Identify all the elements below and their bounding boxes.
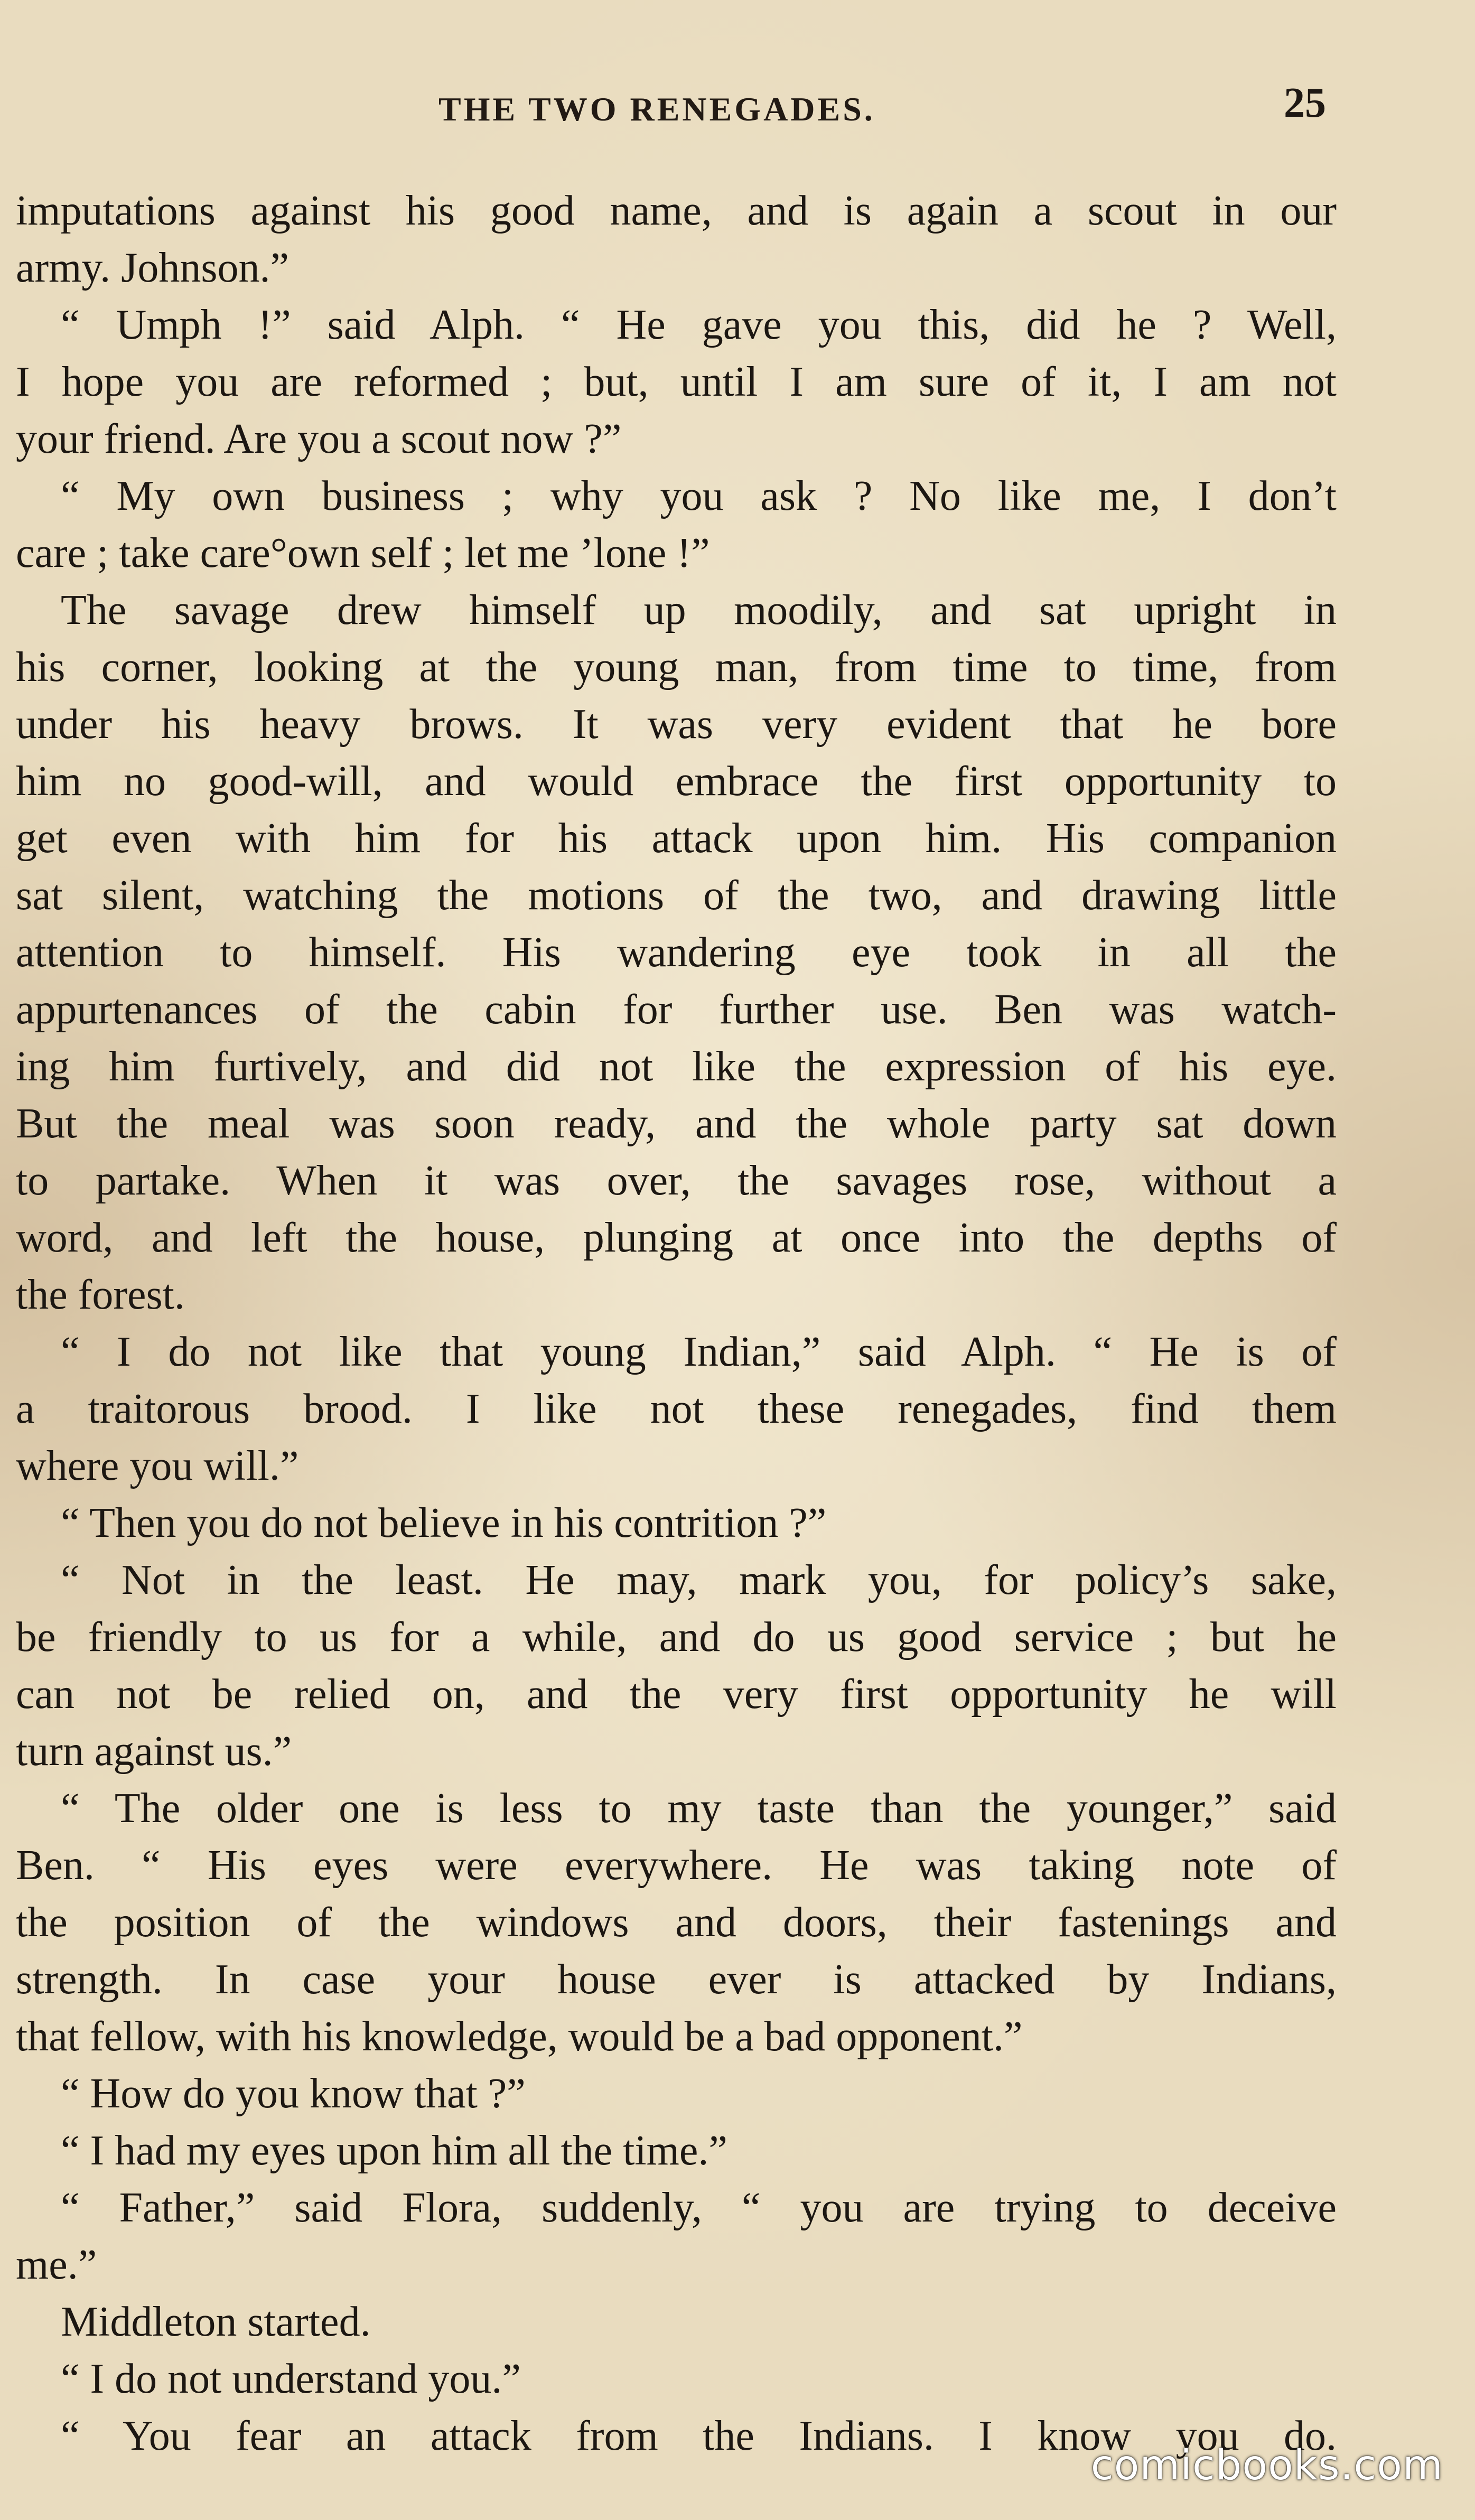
text-line: care ; take care°own self ; let me ’lone !” xyxy=(16,530,710,576)
text-line: army. Johnson.” xyxy=(16,245,289,291)
text-line: strength. In case your house ever is attacked by Indians, xyxy=(16,1956,1337,2003)
text-line: me.” xyxy=(16,2242,97,2288)
text-line: I hope you are reformed ; but, until I am sure of it, I am not xyxy=(16,359,1337,405)
page-number: 25 xyxy=(1284,80,1326,126)
text-line: “ My own business ; why you ask ? No like me, I don’t xyxy=(61,473,1337,519)
text-line: “ I had my eyes upon him all the time.” xyxy=(61,2127,727,2174)
text-line: “ You fear an attack from the Indians. I know you do. xyxy=(61,2413,1337,2459)
text-line: a traitorous brood. I like not these renegades, find them xyxy=(16,1386,1337,1432)
text-line: “ Father,” said Flora, suddenly, “ you are trying to deceive xyxy=(61,2185,1337,2231)
text-line: attention to himself. His wandering eye took in all the xyxy=(16,929,1337,976)
text-line: “ I do not understand you.” xyxy=(61,2356,521,2402)
text-line: him no good-will, and would embrace the first opportunity to xyxy=(16,758,1337,805)
text-line: under his heavy brows. It was very evident that he bore xyxy=(16,701,1337,748)
text-line: be friendly to us for a while, and do us good service ; but he xyxy=(16,1614,1337,1660)
text-line: sat silent, watching the motions of the two, and drawing little xyxy=(16,872,1337,919)
running-head xyxy=(16,79,1337,132)
text-line: imputations against his good name, and is again a scout in our xyxy=(16,188,1337,234)
text-line: appurtenances of the cabin for further use. Ben was watch- xyxy=(16,986,1337,1033)
text-line: his corner, looking at the young man, from time to time, from xyxy=(16,644,1337,690)
body-text xyxy=(16,182,1337,2465)
text-line: “ The older one is less to my taste than the younger,” said xyxy=(61,1785,1337,1832)
text-line: to partake. When it was over, the savages rose, without a xyxy=(16,1158,1337,1204)
text-line: can not be relied on, and the very first opportunity he will xyxy=(16,1671,1337,1718)
text-line: “ Umph !” said Alph. “ He gave you this, did he ? Well, xyxy=(61,302,1337,348)
watermark-logo: comicbooks.com xyxy=(1090,2442,1443,2489)
text-line: turn against us.” xyxy=(16,1728,292,1775)
text-line: where you will.” xyxy=(16,1443,299,1489)
text-line: Middleton started. xyxy=(61,2299,371,2345)
text-line: the position of the windows and doors, their fastenings and xyxy=(16,1899,1337,1946)
running-title: THE TWO RENEGADES. xyxy=(438,90,875,128)
text-line: word, and left the house, plunging at once into the depths of xyxy=(16,1215,1337,1261)
text-line: “ How do you know that ?” xyxy=(61,2070,526,2117)
text-line: get even with him for his attack upon him. His companion xyxy=(16,815,1337,862)
text-line: that fellow, with his knowledge, would be a bad opponent.” xyxy=(16,2013,1023,2060)
text-line: Ben. “ His eyes were everywhere. He was taking note of xyxy=(16,1842,1337,1889)
text-line: The savage drew himself up moodily, and sat upright in xyxy=(61,587,1337,633)
text-line: your friend. Are you a scout now ?” xyxy=(16,416,622,462)
text-line: “ I do not like that young Indian,” said Alph. “ He is of xyxy=(61,1329,1337,1375)
text-line: “ Then you do not believe in his contrition ?” xyxy=(61,1500,827,1546)
text-line: the forest. xyxy=(16,1272,185,1318)
text-line: ing him furtively, and did not like the expression of his eye. xyxy=(16,1043,1337,1090)
text-line: But the meal was soon ready, and the whole party sat down xyxy=(16,1100,1337,1147)
text-line: “ Not in the least. He may, mark you, for policy’s sake, xyxy=(61,1557,1337,1603)
